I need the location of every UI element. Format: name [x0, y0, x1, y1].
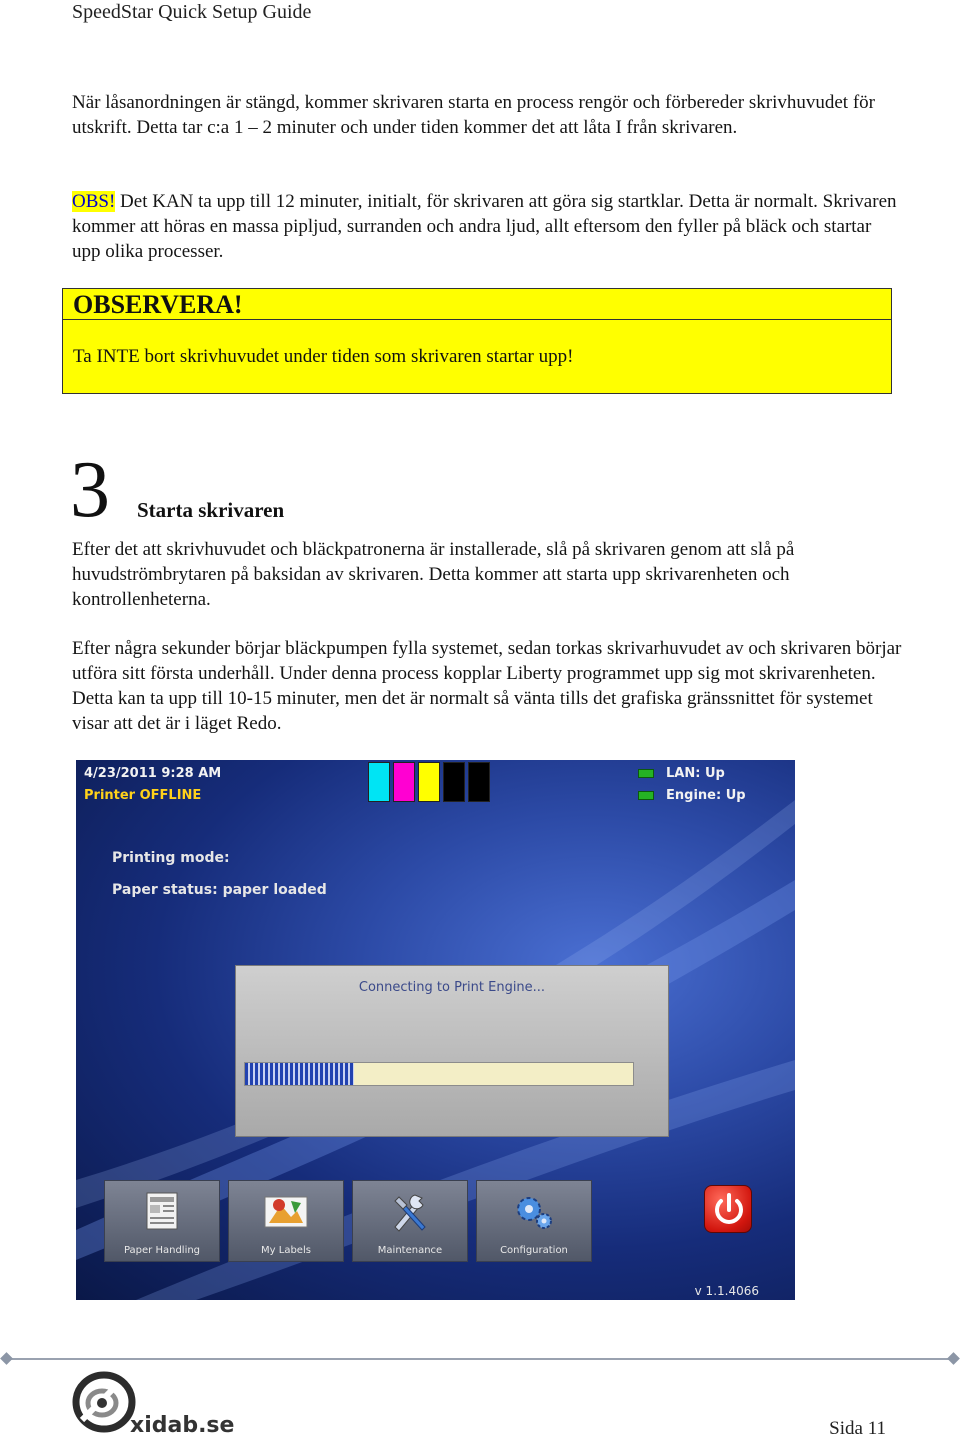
lan-status [638, 766, 725, 781]
ink-black-1 [443, 762, 465, 802]
ink-black-2 [468, 762, 490, 802]
tile-my-labels[interactable] [228, 1180, 344, 1262]
logo-text: xidab.se [130, 1413, 235, 1438]
printer-datetime: 4/23/2011 9:28 AM [84, 766, 222, 781]
tile-label: Maintenance [377, 1245, 443, 1256]
obs-tag: OBS! [72, 191, 116, 212]
lan-led-icon [638, 769, 654, 778]
progress-fill [245, 1063, 354, 1085]
tile-label: My Labels [261, 1245, 311, 1256]
page-number: Sida 11 [829, 1418, 886, 1439]
tile-configuration[interactable] [476, 1180, 592, 1262]
software-version: v 1.1.4066 [694, 1284, 759, 1298]
engine-status [638, 788, 746, 803]
footer-rule [6, 1358, 954, 1360]
function-tiles [104, 1180, 592, 1262]
warning-text: Ta INTE bort skrivhuvudet under tiden som skrivaren startar upp! [73, 346, 574, 367]
tile-label: Paper Handling [123, 1245, 201, 1256]
xidab-logo [72, 1370, 235, 1438]
tile-label: Configuration [500, 1245, 568, 1256]
gears-icon [509, 1191, 559, 1231]
footer-rule-left-end [0, 1352, 13, 1365]
paragraph-initial-maintenance: Efter några sekunder börjar bläckpumpen fylla systemet, sedan torkas skrivarhuvudet av och skrivaren börjar utföra sitt första underhåll. Under denna process kopplar Liberty programmet upp sig mot skrivarenheten. Detta kan ta upp till 10-15 minuter, men det är normalt så vänta tills det grafiska gränssnittet för systemet visar att det är i läget Redo. [72, 638, 902, 734]
warning-divider [63, 319, 891, 320]
section-number: 3 [70, 446, 110, 534]
ink-magenta [393, 762, 415, 802]
paragraph-power-on: Efter det att skrivhuvudet och bläckpatronerna är installerade, slå på skrivaren genom att slå på huvudströmbrytaren på baksidan av skrivaren. Detta kommer att starta upp skrivarenheten och kontrollenheterna. [72, 539, 795, 610]
engine-led-icon [638, 791, 654, 800]
warning-box [62, 288, 892, 394]
power-icon [705, 1186, 753, 1234]
page-header: SpeedStar Quick Setup Guide [72, 1, 312, 23]
section-title: Starta skrivaren [137, 498, 285, 522]
power-button[interactable] [704, 1185, 752, 1233]
paper-status: Paper status: paper loaded [112, 882, 327, 898]
printing-mode: Printing mode: [112, 850, 230, 866]
connection-progress-bar [244, 1062, 634, 1086]
paragraph-lock-process: När låsanordningen är stängd, kommer skrivaren starta en process rengör och förbereder skrivhuvudet för utskrift. Detta tar c:a 1 – 2 minuter och under tiden kommer det att låta I från skrivaren. [72, 92, 875, 138]
dialog-message: Connecting to Print Engine... [358, 980, 546, 995]
tile-paper-handling[interactable] [104, 1180, 220, 1262]
paper-handling-icon [137, 1191, 187, 1231]
obs-note-text: Det KAN ta upp till 12 minuter, initialt, för skrivaren att göra sig startklar. Detta är normalt. Skrivaren kommer att höras en massa pipljud, surranden och andra ljud, allt eftersom den fyller på bläck och startar upp olika processer. [72, 191, 897, 262]
lan-status-label: LAN: Up [666, 766, 725, 781]
labels-icon [261, 1191, 311, 1231]
connecting-dialog [235, 965, 669, 1137]
ink-yellow [418, 762, 440, 802]
tools-icon [385, 1191, 435, 1231]
ink-cyan [368, 762, 390, 802]
ink-level-strip [368, 762, 490, 802]
footer-rule-right-end [947, 1352, 960, 1365]
engine-status-label: Engine: Up [666, 788, 746, 803]
paragraph-obs-note [72, 189, 902, 264]
printer-ui-screenshot [76, 760, 795, 1300]
printer-status: Printer OFFLINE [84, 788, 202, 803]
tile-maintenance[interactable] [352, 1180, 468, 1262]
warning-title: OBSERVERA! [73, 290, 243, 319]
